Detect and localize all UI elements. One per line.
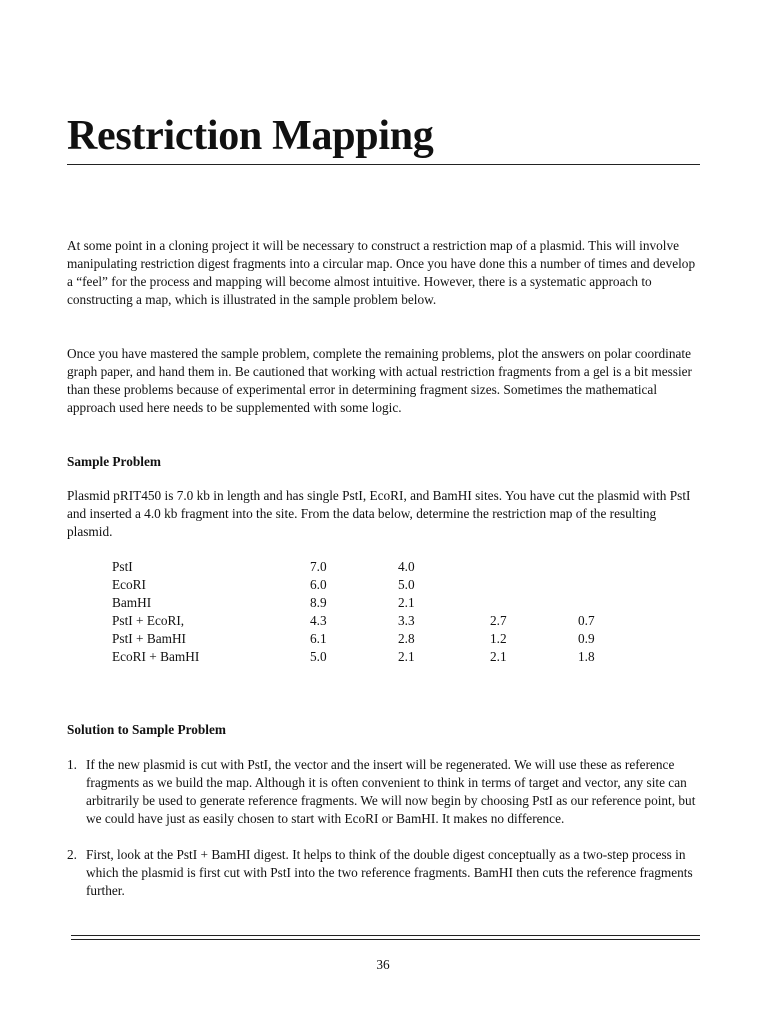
intro-paragraph-1: At some point in a cloning project it will be necessary to construct a restriction map of a plasmid. This will involve manipulating restriction digest fragments into a circular map. Once you have done this a number of times and develop a “feel” for the process and mapping will become almost intuitive. However, there is a systematic approach to constructing a map, which is illustrated in the sample problem below. xyxy=(67,238,696,307)
fragment-cell: 2.8 xyxy=(398,631,415,646)
enzyme-cell: PstI + BamHI xyxy=(112,631,186,646)
digest-row xyxy=(112,648,618,666)
fragment-cell: 5.0 xyxy=(398,577,415,592)
fragment-cell: 2.7 xyxy=(490,613,507,628)
sample-problem-heading: Sample Problem xyxy=(67,454,161,469)
fragment-cell: 6.1 xyxy=(310,631,327,646)
fragment-cell: 2.1 xyxy=(398,595,415,610)
step-text: First, look at the PstI + BamHI digest. It helps to think of the double digest conceptually as a two-step process in which the plasmid is first cut with PstI into the two reference fragments. BamHI then cuts the reference fragments further. xyxy=(86,847,693,898)
fragment-cell xyxy=(578,558,618,576)
fragment-cell: 1.2 xyxy=(490,631,507,646)
fragment-cell: 0.9 xyxy=(578,631,595,646)
digest-table xyxy=(112,558,618,666)
enzyme-cell: EcoRI + BamHI xyxy=(112,649,200,664)
fragment-cell xyxy=(578,576,618,594)
digest-row xyxy=(112,594,618,612)
fragment-cell xyxy=(490,576,578,594)
footer-double-rule xyxy=(71,935,700,940)
fragment-cell: 2.1 xyxy=(490,649,507,664)
digest-row xyxy=(112,576,618,594)
intro-paragraph-2: Once you have mastered the sample problem, complete the remaining problems, plot the answers on polar coordinate graph paper, and hand them in. Be cautioned that working with actual restriction fragments from a gel is a bit messier than these problems because of experimental error in determining fragment sizes. Sometimes the mathematical approach used here needs to be supplemented with some logic. xyxy=(67,346,692,415)
digest-row xyxy=(112,612,618,630)
fragment-cell: 0.7 xyxy=(578,613,595,628)
solution-step-2 xyxy=(67,846,700,900)
step-number: 1. xyxy=(67,757,77,772)
fragment-cell xyxy=(490,558,578,576)
page-number: 36 xyxy=(376,957,390,972)
fragment-cell: 4.3 xyxy=(310,613,327,628)
enzyme-cell: BamHI xyxy=(112,595,152,610)
solution-steps xyxy=(67,756,700,900)
solution-step-1 xyxy=(67,756,700,828)
digest-row xyxy=(112,558,618,576)
fragment-cell: 7.0 xyxy=(310,559,327,574)
step-text: If the new plasmid is cut with PstI, the vector and the insert will be regenerated. We will use these as reference fragments as we build the map. Although it is often convenient to think in terms of target and vector, any site can arbitrarily be used to generate reference fragments. We will now begin by choosing PstI as our reference point, but we could have just as easily chosen to start with EcoRI or BamHI. It makes no difference. xyxy=(86,757,696,826)
enzyme-cell: PstI + EcoRI, xyxy=(112,613,185,628)
solution-heading: Solution to Sample Problem xyxy=(67,722,226,737)
fragment-cell: 3.3 xyxy=(398,613,415,628)
page-title: Restriction Mapping xyxy=(67,113,434,159)
step-number: 2. xyxy=(67,847,77,862)
fragment-cell: 4.0 xyxy=(398,559,415,574)
fragment-cell xyxy=(490,594,578,612)
enzyme-cell: PstI xyxy=(112,559,133,574)
fragment-cell: 5.0 xyxy=(310,649,327,664)
sample-problem-text: Plasmid pRIT450 is 7.0 kb in length and has single PstI, EcoRI, and BamHI sites. You have cut the plasmid with PstI and inserted a 4.0 kb fragment into the site. From the data below, determine the restriction map of the resulting plasmid. xyxy=(67,488,691,539)
enzyme-cell: EcoRI xyxy=(112,577,146,592)
fragment-cell xyxy=(578,594,618,612)
fragment-cell: 2.1 xyxy=(398,649,415,664)
fragment-cell: 6.0 xyxy=(310,577,327,592)
digest-row xyxy=(112,630,618,648)
fragment-cell: 1.8 xyxy=(578,649,595,664)
title-underline xyxy=(67,164,700,165)
fragment-cell: 8.9 xyxy=(310,595,327,610)
